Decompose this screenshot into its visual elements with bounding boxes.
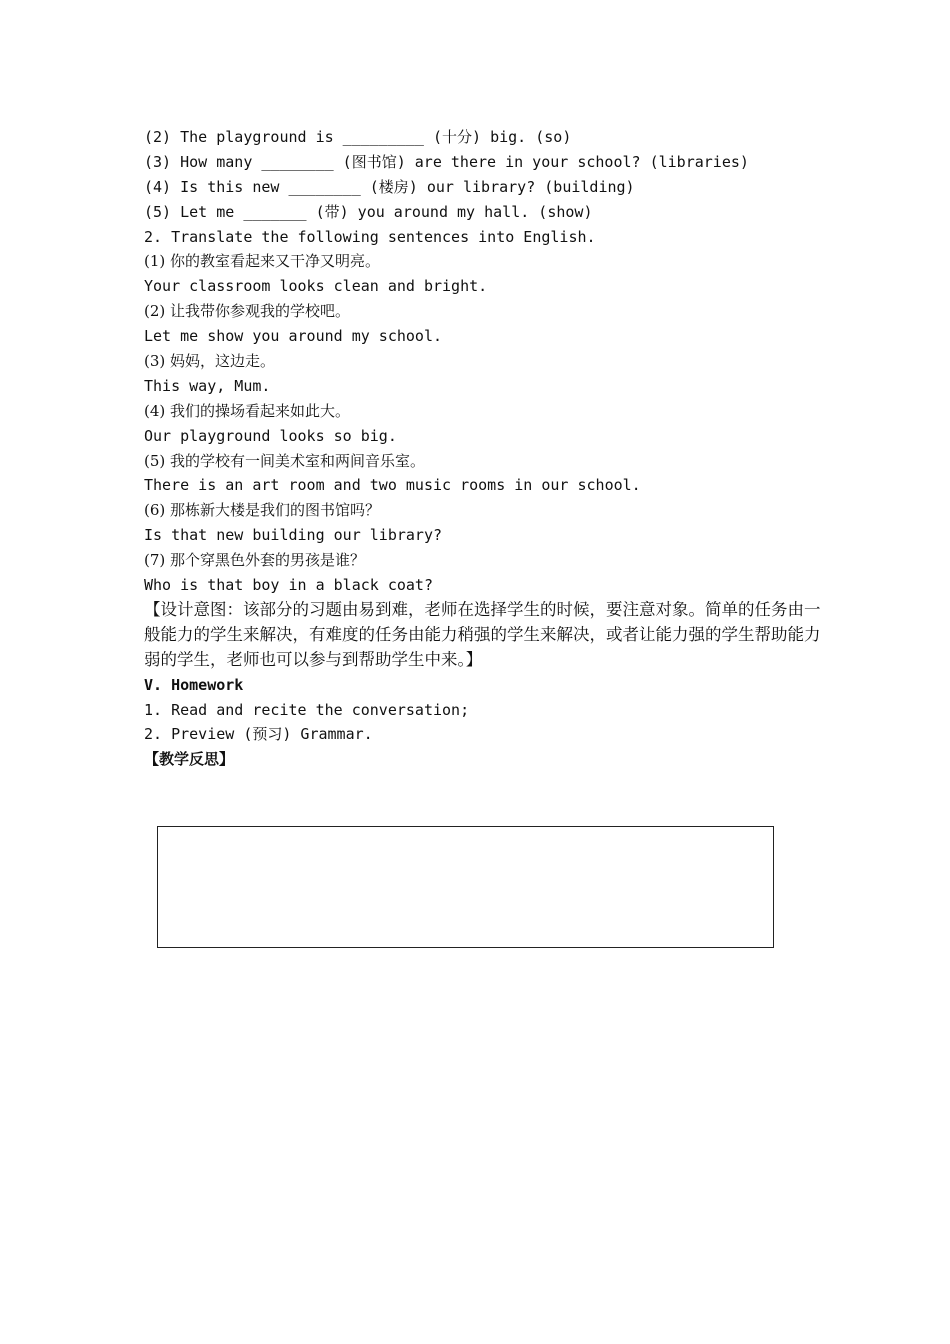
translate-heading: 2. Translate the following sentences into English.: [144, 227, 596, 246]
homework-heading: V. Homework: [144, 675, 244, 694]
design-intent-note: 【设计意图：该部分的习题由易到难，老师在选择学生的时候，要注意对象。简单的任务由一般能力的学生来解决，有难度的任务由能力稍强的学生来解决，或者让能力强的学生帮助能力弱的学生，老师也可以参与到帮助学生中来。】: [144, 599, 821, 669]
exercise-item: (4) Is this new ________ (楼房) our library? (building): [144, 177, 635, 196]
translate-question: (7) 那个穿黑色外套的男孩是谁？: [144, 551, 366, 570]
reflection-heading: 【教学反思】: [144, 750, 235, 769]
translate-answer: Let me show you around my school.: [144, 327, 443, 346]
translate-question: (2) 让我带你参观我的学校吧。: [144, 302, 351, 321]
homework-item: 2. Preview (预习) Grammar.: [144, 725, 373, 744]
exercise-item: (2) The playground is _________ (十分) big. (so): [144, 128, 572, 146]
translate-answer: There is an art room and two music rooms in our school.: [144, 476, 641, 495]
translate-question: (5) 我的学校有一间美术室和两间音乐室。: [144, 451, 426, 470]
translate-answer: Is that new building our library?: [144, 526, 443, 545]
translate-question: (4) 我们的操场看起来如此大。: [144, 401, 351, 420]
translate-answer: Your classroom looks clean and bright.: [144, 277, 488, 296]
exercise-item: (5) Let me _______ (带) you around my hall. (show): [144, 202, 593, 221]
translate-question: (1) 你的教室看起来又干净又明亮。: [144, 252, 381, 271]
translate-answer: Who is that boy in a black coat?: [144, 576, 433, 595]
lesson-content: [144, 125, 824, 772]
homework-item: 1. Read and recite the conversation;: [144, 700, 470, 719]
translate-answer: This way, Mum.: [144, 376, 271, 395]
reflection-box: [157, 826, 774, 948]
translate-answer: Our playground looks so big.: [144, 426, 397, 445]
translate-question: (3) 妈妈，这边走。: [144, 352, 276, 371]
exercise-item: (3) How many ________ (图书馆) are there in your school? (libraries): [144, 152, 749, 171]
translate-question: (6) 那栋新大楼是我们的图书馆吗？: [144, 501, 381, 520]
